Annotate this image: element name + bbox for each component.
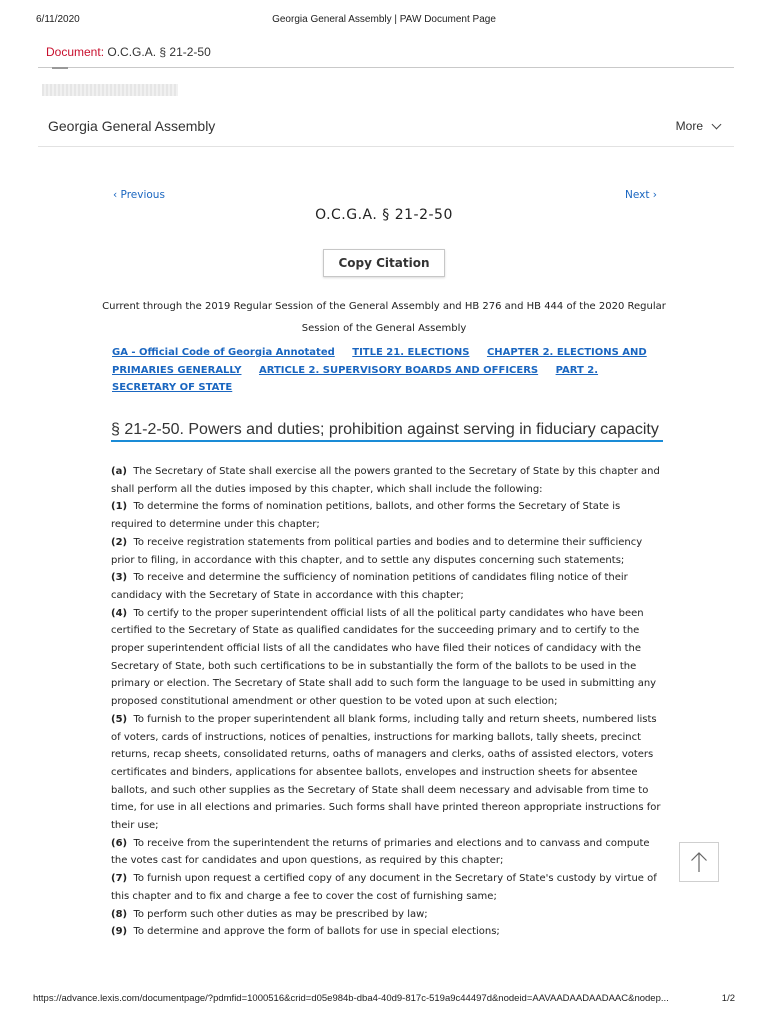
top-divider-mark	[52, 67, 68, 69]
copy-citation-button[interactable]: Copy Citation	[323, 249, 445, 277]
print-date: 6/11/2020	[36, 14, 80, 25]
top-divider	[38, 67, 734, 68]
more-menu-button[interactable]	[676, 119, 720, 133]
paragraph-a: (a) The Secretary of State shall exercise all the powers granted to the Secretary of State by this chapter and shall perform all the duties imposed by this chapter, which shall include the following:	[111, 466, 660, 495]
print-url: https://advance.lexis.com/documentpage/?pdmfid=1000516&crid=d05e984b-dba4-40d9-817c-519a9c44497d&nodeid=AAVAADAADAADAAC&nodep...	[33, 993, 669, 1004]
paragraph-2: (2) To receive registration statements from political parties and bodies and to determine their sufficiency prior to filing, in accordance with this chapter, and to settle any disputes concerning such statements;	[111, 536, 643, 566]
print-page-title: Georgia General Assembly | PAW Document Page	[272, 14, 496, 25]
currency-note: Current through the 2019 Regular Session of the General Assembly and HB 276 and HB 444 of the 2020 Regular Session of the General Assembly	[102, 301, 666, 334]
site-name[interactable]: Georgia General Assembly	[48, 118, 216, 134]
chevron-left-icon: ‹	[113, 189, 118, 201]
chevron-right-icon: ›	[652, 189, 657, 201]
paragraph-9: (9) To determine and approve the form of ballots for use in special elections;	[111, 926, 500, 938]
more-label: More	[675, 119, 703, 133]
breadcrumb-code-link[interactable]: GA - Official Code of Georgia Annotated	[112, 347, 335, 358]
paragraph-3: (3) To receive and determine the sufficiency of nomination petitions of candidates filing notice of their candidacy with the Secretary of State in accordance with this chapter;	[111, 572, 628, 601]
placeholder-bar	[42, 84, 178, 96]
scroll-to-top-button[interactable]	[679, 842, 719, 882]
paragraph-8: (8) To perform such other duties as may be prescribed by law;	[111, 908, 428, 920]
print-header	[0, 14, 768, 28]
chevron-down-icon	[712, 119, 722, 129]
paragraph-4: (4) To certify to the proper superintendent official lists of all the political party candidates who have been certified to the Secretary of State as qualified candidates for the succeeding primary and to certify to the proper superintendent official lists of all the candidates who have filed their notices of candidacy with the Secretary of State, both such certifications to be in substantially the form of the ballots to be used in the primary or election. The Secretary of State shall add to such form the language to be used in submitting any proposed constitutional amendment or other question to be voted upon at such election;	[111, 607, 657, 708]
document-line	[46, 45, 211, 59]
paragraph-6: (6) To receive from the superintendent the returns of primaries and elections and to canvass and compute the votes cast for candidates and upon questions, as required by this chapter;	[111, 837, 650, 867]
breadcrumb-article-link[interactable]: ARTICLE 2. SUPERVISORY BOARDS AND OFFICERS	[258, 364, 539, 376]
breadcrumb-title-link[interactable]: TITLE 21. ELECTIONS	[352, 347, 470, 358]
statute-body	[111, 463, 663, 941]
breadcrumb-part-link[interactable]: PART 2. SECRETARY OF STATE	[112, 364, 599, 393]
paragraph-1: (1) To determine the forms of nomination petitions, ballots, and other forms the Secretary of State is required to determine under this chapter;	[111, 501, 621, 531]
print-footer	[0, 993, 768, 1007]
section-heading: § 21-2-50. Powers and duties; prohibition against serving in fiduciary capacity	[111, 420, 663, 442]
site-header	[38, 106, 734, 147]
breadcrumb	[112, 344, 660, 397]
document-value: O.C.G.A. § 21-2-50	[107, 45, 211, 59]
document-title: O.C.G.A. § 21-2-50	[315, 207, 453, 223]
breadcrumb-chapter-link[interactable]: CHAPTER 2. ELECTIONS AND PRIMARIES GENERALLY	[112, 347, 647, 376]
paragraph-5: (5) To furnish to the proper superintendent all blank forms, including tally and return sheets, numbered lists of voters, cards of instructions, notices of penalties, instructions for marking ballots, tally sheets, precinct returns, recap sheets, consolidated returns, oaths of managers and clerks, oaths of assisted electors, voters certificates and binders, applications for absentee ballots, envelopes and instruction sheets for absentee ballots, and such other supplies as the Secretary of State shall deem necessary and advisable from time to time, for use in all elections and primaries. Such forms shall have printed thereon appropriate instructions for their use;	[111, 713, 661, 832]
arrow-up-icon	[690, 851, 708, 873]
next-link[interactable]	[625, 189, 657, 201]
previous-link[interactable]	[113, 189, 165, 201]
next-label: Next	[624, 189, 650, 201]
document-label: Document:	[46, 45, 105, 59]
print-page-number: 1/2	[721, 993, 735, 1004]
paragraph-7: (7) To furnish upon request a certified copy of any document in the Secretary of State's custody by virtue of this chapter and to fix and charge a fee to cover the cost of furnishing same;	[111, 873, 657, 902]
previous-label: Previous	[120, 189, 165, 201]
